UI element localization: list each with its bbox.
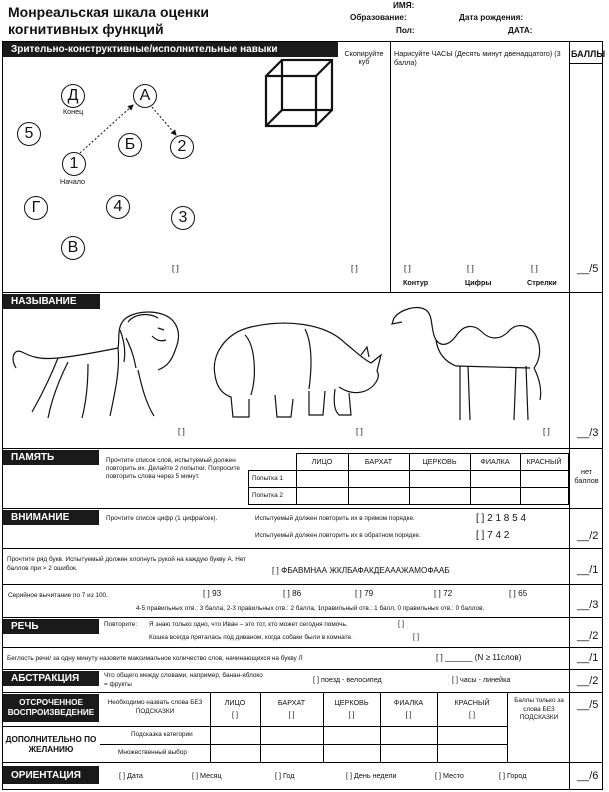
clock-instruction: Нарисуйте ЧАСЫ (Десять минут двенадцатого) (3 балла): [394, 49, 561, 67]
recall-church-bracket[interactable]: [ ]: [348, 710, 355, 719]
orientation-month[interactable]: [ ] Месяц: [192, 771, 222, 780]
letters-sequence[interactable]: [ ] ФБАВМНАА ЖКЛБАФАКДЕАААЖАМОФААБ: [272, 566, 450, 575]
serial-score[interactable]: __/3: [577, 599, 599, 611]
orientation-title: ОРИЕНТАЦИЯ: [11, 769, 81, 781]
abstraction-score[interactable]: __/2: [577, 675, 599, 687]
repeat-label: Повторите:: [104, 621, 138, 628]
memory-bar: [3, 450, 99, 465]
orientation-bar: [3, 766, 99, 784]
optional-label: ДОПОЛНИТЕЛЬНО ПО ЖЕЛАНИЮ: [5, 735, 97, 755]
trail-start-label: Начало: [60, 177, 86, 186]
education-label: Образование:: [350, 13, 407, 22]
cube-drawing: [258, 50, 338, 130]
orientation-date[interactable]: [ ] Дата: [119, 771, 143, 780]
sentence-2-bracket[interactable]: [ ]: [413, 632, 419, 641]
orientation-year[interactable]: [ ] Год: [275, 771, 295, 780]
memory-word-red: КРАСНЫЙ: [526, 457, 562, 466]
abstraction-pair2[interactable]: [ ] часы - линейка: [452, 675, 511, 684]
cube-bracket[interactable]: [ ]: [351, 264, 358, 273]
fluency-score[interactable]: __/1: [577, 652, 599, 664]
memory-word-church: ЦЕРКОВЬ: [422, 457, 457, 466]
recall-score[interactable]: __/5: [577, 699, 599, 711]
title-line1: Монреальская шкала оценки: [8, 4, 209, 20]
trail-circle-5[interactable]: 5: [17, 122, 41, 146]
serial-86[interactable]: [ ] 86: [283, 589, 302, 598]
memory-attempt2-label: Попытка 2: [252, 492, 283, 499]
title-line2: когнитивных функций: [8, 21, 164, 37]
abstraction-instruction: Что общего между словами, например, банан-яблоко = фрукты: [104, 672, 263, 688]
trail-circle-4[interactable]: 4: [106, 195, 130, 219]
orientation-score[interactable]: __/6: [577, 770, 599, 782]
naming-camel-bracket[interactable]: [ ]: [543, 427, 550, 436]
rhinoceros-image: [205, 315, 385, 425]
trail-circle-v[interactable]: В: [61, 236, 85, 260]
recall-face-bracket[interactable]: [ ]: [232, 710, 238, 719]
memory-word-violet: ФИАЛКА: [480, 457, 510, 466]
clock-numbers-bracket[interactable]: [ ]: [467, 264, 474, 273]
birthdate-label: Дата рождения:: [459, 13, 524, 22]
orientation-city[interactable]: [ ] Город: [499, 771, 527, 780]
recall-violet-bracket[interactable]: [ ]: [405, 710, 412, 719]
letters-score[interactable]: __/1: [577, 564, 599, 576]
language-title: РЕЧЬ: [11, 621, 39, 632]
sentence-1: Я знаю только одно, что Иван – это тот, кто может сегодня помочь.: [149, 621, 348, 628]
fluency-answer[interactable]: [ ] ______ (N ≥ 11слов): [436, 653, 522, 662]
naming-rhino-bracket[interactable]: [ ]: [356, 427, 363, 436]
trail-circle-b[interactable]: Б: [118, 133, 142, 157]
trail-circle-2[interactable]: 2: [170, 135, 194, 159]
attention-title: ВНИМАНИЕ: [11, 512, 70, 523]
trail-circle-a[interactable]: А: [133, 84, 157, 108]
trail-end-label: Конец: [63, 107, 84, 116]
date-label: ДАТА:: [508, 26, 533, 35]
clock-hands-bracket[interactable]: [ ]: [531, 264, 538, 273]
recall-red-bracket[interactable]: [ ]: [469, 710, 475, 719]
memory-instruction: Прочтите список слов, испытуемый должен повторить их. Делайте 2 попытки. Попросите повторить слова через 5 минут.: [106, 457, 240, 480]
abstraction-bar: [3, 671, 99, 686]
memory-word-velvet: БАРХАТ: [364, 457, 393, 466]
orientation-weekday[interactable]: [ ] День недели: [346, 771, 397, 780]
category-hint-label: Подсказка категории: [131, 731, 193, 738]
attention-bar: [3, 510, 99, 525]
lion-image: [8, 308, 188, 426]
clock-contour-label: Контур: [403, 278, 429, 287]
camel-image: [390, 300, 558, 426]
visuospatial-title: Зрительно-конструктивные/исполнительные навыки: [11, 44, 278, 55]
language-bar: [3, 619, 99, 634]
serial-72[interactable]: [ ] 72: [434, 589, 453, 598]
cube-instruction: Скопируйте куб: [344, 49, 384, 67]
naming-lion-bracket[interactable]: [ ]: [178, 427, 185, 436]
recall-velvet-bracket[interactable]: [ ]: [288, 710, 295, 719]
recall-points-note: Баллы только за слова БЕЗ ПОДСКАЗКИ: [514, 697, 564, 722]
naming-bar: [3, 294, 100, 309]
naming-title: НАЗЫВАНИЕ: [11, 296, 77, 307]
trail-circle-3[interactable]: 3: [171, 206, 195, 230]
clock-hands-label: Стрелки: [527, 278, 557, 287]
serial-65[interactable]: [ ] 65: [509, 589, 528, 598]
recall-instruction: Необходимо назвать слова БЕЗ ПОДСКАЗКИ: [107, 699, 203, 715]
serial-instruction: Серийное вычитание по 7 из 100.: [8, 592, 108, 599]
memory-no-points: нет баллов: [574, 467, 599, 486]
recall-word-red: КРАСНЫЙ: [454, 698, 490, 707]
forward-digits[interactable]: [ ] 2 1 8 5 4: [476, 513, 527, 524]
recall-bar: [3, 694, 99, 722]
trail-circle-g[interactable]: Г: [24, 196, 48, 220]
abstraction-title: АБСТРАКЦИЯ: [11, 673, 80, 684]
recall-word-violet: ФИАЛКА: [393, 698, 424, 707]
recall-title: ОТСРОЧЕННОЕ ВОСПРОИЗВЕДЕНИЕ: [7, 698, 95, 717]
recall-word-face: ЛИЦО: [224, 698, 246, 707]
orientation-place[interactable]: [ ] Место: [435, 771, 464, 780]
memory-title: ПАМЯТЬ: [11, 452, 55, 463]
memory-word-face: ЛИЦО: [311, 457, 333, 466]
backward-digits[interactable]: [ ] 7 4 2: [476, 530, 510, 541]
recall-word-velvet: БАРХАТ: [277, 698, 306, 707]
fluency-instruction: Беглость речи/ за одну минуту назовите максимальное количество слов, начинающихся на букву Л: [7, 655, 303, 662]
serial-79[interactable]: [ ] 79: [355, 589, 374, 598]
letters-instruction: Прочтите ряд букв. Испытуемый должен хлопнуть рукой на каждую букву А. Нет баллов при > 2 ошибок.: [7, 556, 247, 572]
serial-scoring-rule: 4-5 правильных отв.: 3 балла, 2-3 правильных отв.: 2 балла, 1правильный отв.: 1 балл, 0 правильных отв.: 0 баллов.: [136, 605, 485, 612]
clock-numbers-label: Цифры: [465, 278, 492, 287]
visuospatial-score[interactable]: __/5: [577, 263, 599, 275]
serial-93[interactable]: [ ] 93: [203, 589, 222, 598]
sentence-2: Кошка всегда пряталась под диваном, когда собаки были в комнате.: [149, 634, 353, 641]
naming-score[interactable]: __/3: [577, 427, 599, 439]
backward-instruction: Испытуемый должен повторить их в обратном порядке.: [255, 532, 421, 539]
abstraction-pair1[interactable]: [ ] поезд - велосипед: [313, 675, 382, 684]
multiple-choice-label: Множественный выбор: [118, 749, 187, 756]
forward-instruction: Испытуемый должен повторить их в прямом порядке.: [255, 515, 415, 522]
sex-label: Пол:: [396, 26, 415, 35]
repeat-score[interactable]: __/2: [577, 630, 599, 642]
digits-instruction: Прочтите список цифр (1 цифра/сек).: [106, 515, 218, 522]
scores-header: БАЛЛЫ: [571, 49, 606, 59]
sentence-1-bracket[interactable]: [ ]: [398, 619, 404, 628]
trail-arrows: [0, 0, 609, 300]
trail-bracket[interactable]: [ ]: [172, 264, 179, 273]
digits-score[interactable]: __/2: [577, 530, 599, 542]
memory-attempt1-label: Попытка 1: [252, 475, 283, 482]
trail-circle-1[interactable]: 1: [62, 152, 86, 176]
clock-contour-bracket[interactable]: [ ]: [404, 264, 411, 273]
recall-word-church: ЦЕРКОВЬ: [334, 698, 369, 707]
trail-circle-d[interactable]: Д: [61, 84, 85, 108]
name-label: ИМЯ:: [393, 1, 415, 10]
